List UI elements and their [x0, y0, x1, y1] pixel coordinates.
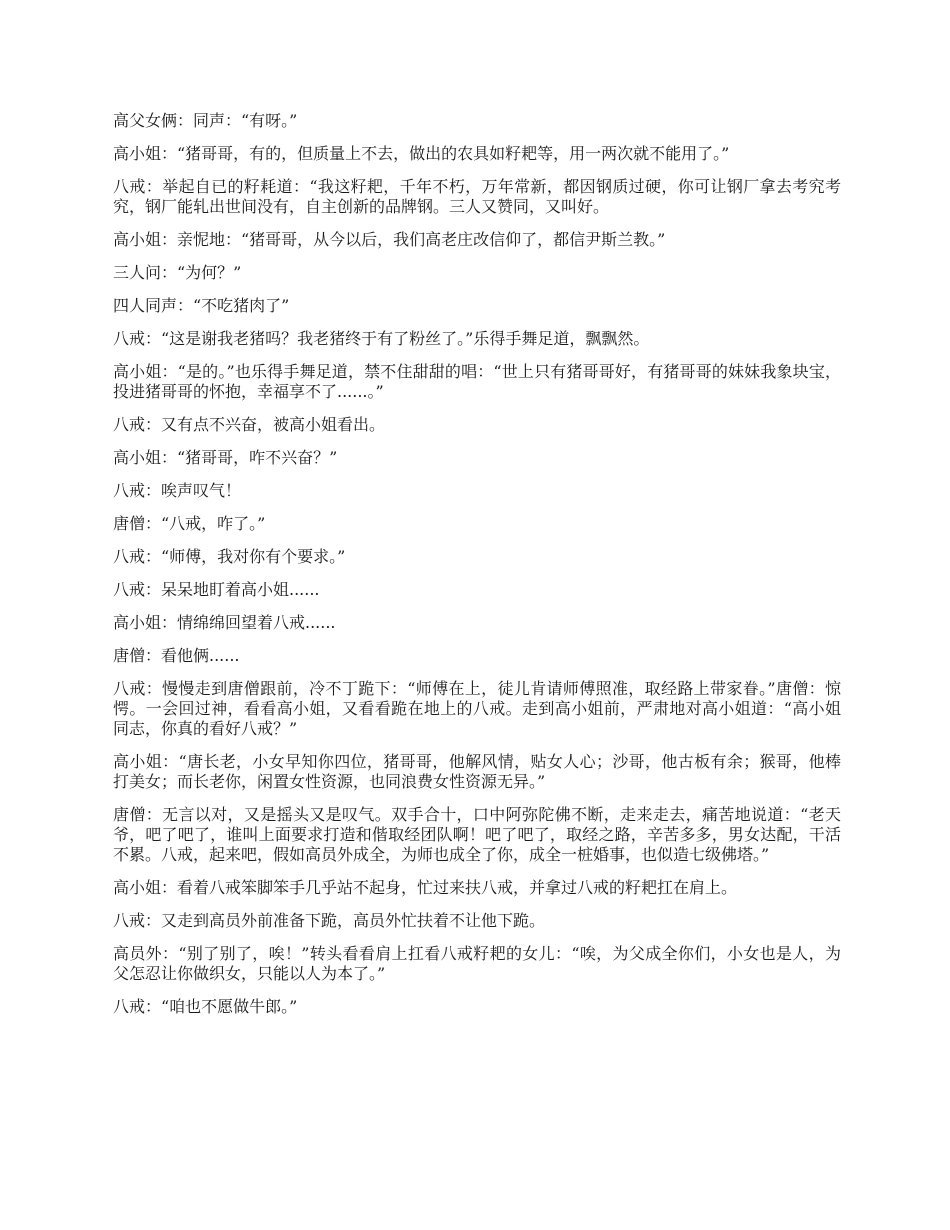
paragraph: 三人问：“为何？” [113, 263, 242, 282]
paragraph: 四人同声：“不吃猪肉了” [113, 296, 290, 315]
paragraph: 八戒：“师傅，我对你有个要求。” [113, 547, 346, 566]
paragraph: 八戒：举起自已的籽耗道：“我这籽耙，千年不朽，万年常新，都因钢质过硬，你可让钢厂拿去考究考究，钢厂能轧出世间没有，自主创新的品牌钢。三人又赞同，又叫好。 [113, 177, 841, 216]
paragraph: 八戒：又走到高员外前准备下跪，高员外忙扶着不让他下跪。 [113, 911, 546, 930]
paragraph: 八戒：唉声叹气！ [113, 481, 242, 500]
paragraph: 高员外：“别了别了，唉！”转头看看肩上扛看八戒籽耙的女儿：“唉，为父成全你们，小女也是人，为父怎忍让你做织女，只能以人为本了。” [113, 944, 841, 983]
document-body [113, 111, 841, 1030]
paragraph: 唐僧：无言以对，又是摇头又是叹气。双手合十，口中阿弥陀佛不断，走来走去，痛苦地说道：“老天爷，吧了吧了，谁叫上面要求打造和偕取经团队啊！吧了吧了，取经之路，辛苦多多，男女达配，干活不累。八戒，起来吧，假如高员外成全，为师也成全了你，成全一桩婚事，也似造七级佛塔。” [113, 805, 841, 864]
paragraph: 唐僧：“八戒，咋了。” [113, 514, 266, 533]
paragraph: 高小姐：“猪哥哥，咋不兴奋？” [113, 448, 338, 467]
paragraph: 高父女俩：同声：“有呀。” [113, 111, 298, 130]
paragraph: 高小姐：情绵绵回望着八戒...... [113, 613, 336, 632]
paragraph: 高小姐：亲怩地：“猪哥哥，从今以后，我们高老庄改信仰了，都信尹斯兰教。” [113, 230, 666, 249]
paragraph: 高小姐：看着八戒笨脚笨手几乎站不起身，忙过来扶八戒，并拿过八戒的籽耙扛在肩上。 [113, 878, 738, 897]
paragraph: 八戒：慢慢走到唐僧跟前，冷不丁跪下：“师傅在上，徒儿肯请师傅照准，取经路上带家眷。”唐僧：惊愕。一会回过神，看看高小姐，又看看跪在地上的八戒。走到高小姐前，严肃地对高小姐道：“高小姐同志，你真的看好八戒？” [113, 679, 841, 738]
paragraph: 八戒：“这是谢我老猪吗？我老猪终于有了粉丝了。”乐得手舞足道，飘飘然。 [113, 329, 650, 348]
paragraph: 高小姐：“猪哥哥，有的，但质量上不去，做出的农具如籽耙等，用一两次就不能用了。” [113, 144, 730, 163]
paragraph: 高小姐：“唐长老，小女早知你四位，猪哥哥，他解风情，贴女人心；沙哥，他古板有余；猴哥，他棒打美女；而长老你，闲置女性资源，也同浪费女性资源无异。” [113, 752, 841, 791]
paragraph: 八戒：呆呆地盯着高小姐...... [113, 580, 320, 599]
paragraph: 高小姐：“是的。”也乐得手舞足道，禁不住甜甜的唱：“世上只有猪哥哥好，有猪哥哥的妹妹我象块宝，投进猪哥哥的怀抱，幸福享不了......。” [113, 362, 841, 401]
paragraph: 八戒：又有点不兴奋，被高小姐看出。 [113, 415, 386, 434]
paragraph: 唐僧：看他俩...... [113, 646, 240, 665]
paragraph: 八戒：“咱也不愿做牛郎。” [113, 997, 298, 1016]
